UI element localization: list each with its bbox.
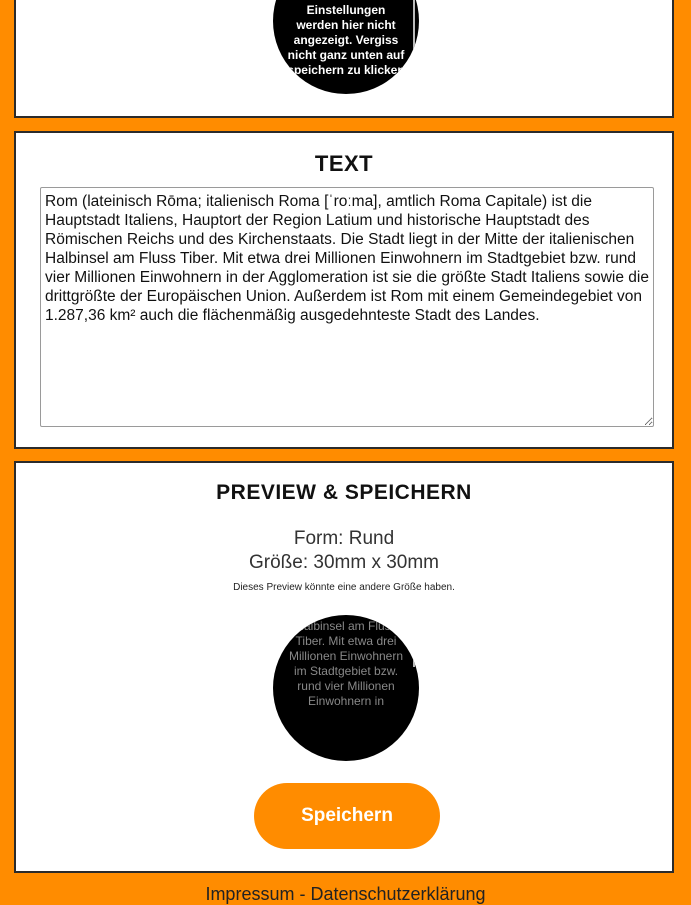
preview-section-title: PREVIEW & SPEICHERN: [216, 481, 472, 504]
stamp-preview-circle: [273, 615, 419, 761]
save-button[interactable]: Speichern: [254, 783, 440, 849]
stamp-preview-text: Halbinsel am Fluss Tiber. Mit etwa drei Millionen Einwohnern im Stadtgebiet bzw. rund vier Millionen Einwohnern in: [288, 619, 404, 708]
circle-scrollbar[interactable]: [413, 0, 415, 68]
text-section-title: TEXT: [314, 151, 374, 176]
text-card: [14, 131, 674, 449]
footer: [0, 884, 691, 905]
preview-size-note: Dieses Preview könnte eine andere Größe haben.: [233, 582, 455, 593]
impressum-link[interactable]: Impressum: [205, 884, 295, 904]
preview-card: [14, 461, 674, 873]
circle-notice-text: Einstellungen werden hier nicht angezeigt. Vergiss nicht ganz unten auf speichern zu klicken: [287, 3, 405, 77]
privacy-policy-link[interactable]: Datenschutzerklärung: [310, 884, 486, 904]
size-info: Größe: 30mm x 30mm: [248, 552, 440, 573]
text-input-area[interactable]: [40, 187, 654, 427]
circle-preview-top: [273, 0, 419, 94]
settings-card: [14, 0, 674, 118]
shape-info: Form: Rund: [293, 528, 395, 549]
footer-separator: -: [294, 884, 311, 904]
preview-scrollbar[interactable]: [413, 617, 415, 667]
